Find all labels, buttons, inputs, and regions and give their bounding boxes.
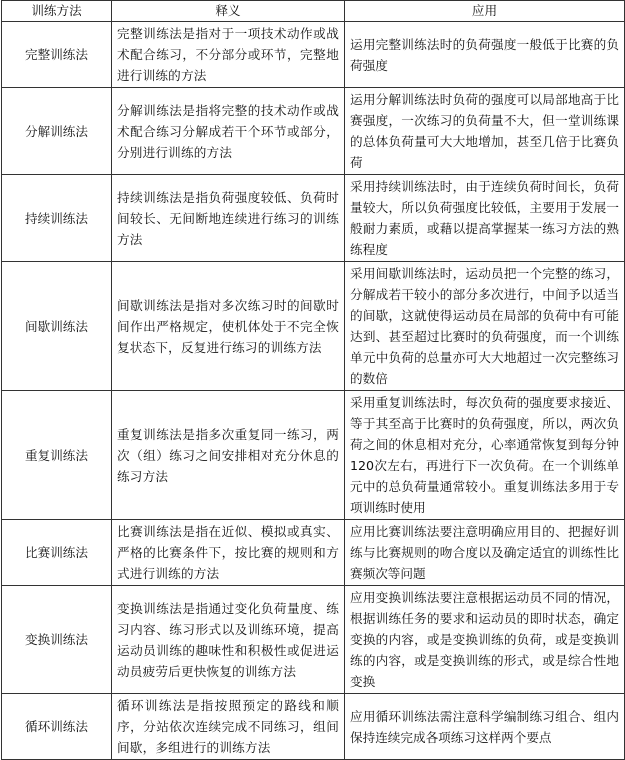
header-application: 应用 — [345, 1, 625, 22]
definition-cell: 变换训练法是指通过变化负荷量度、练习内容、练习形式以及训练环境，提高运动员训练的趣味性和积极性或促进运动员疲劳后更快恢复的训练方法 — [112, 586, 345, 694]
method-cell: 重复训练法 — [2, 391, 112, 520]
table-row — [2, 88, 625, 175]
method-cell: 持续训练法 — [2, 175, 112, 262]
definition-cell: 重复训练法是指多次重复同一练习，两次（组）练习之间安排相对充分休息的练习方法 — [112, 391, 345, 520]
table-row — [2, 520, 625, 586]
application-cell: 应用变换训练法要注意根据运动员不同的情况，根据训练任务的要求和运动员的即时状态，确定变换的内容，或是变换训练的负荷，或是变换训练的内容，或是变换训练的形式，或是综合性地变换 — [345, 586, 625, 694]
application-cell: 采用间歇训练法时，运动员把一个完整的练习，分解成若干较小的部分多次进行，中间予以适当的间歇，这就使得运动员在局部的负荷中有可能达到、甚至超过比赛时的负荷强度，而一个训练单元中负荷的总量亦可大大地超过一次完整练习的数倍 — [345, 262, 625, 391]
method-cell: 比赛训练法 — [2, 520, 112, 586]
header-method: 训练方法 — [2, 1, 112, 22]
table-row — [2, 391, 625, 520]
application-cell: 应用循环训练法需注意科学编制练习组合、组内保持连续完成各项练习这样两个要点 — [345, 694, 625, 760]
definition-cell: 比赛训练法是指在近似、模拟或真实、严格的比赛条件下，按比赛的规则和方式进行训练的方法 — [112, 520, 345, 586]
method-cell: 分解训练法 — [2, 88, 112, 175]
application-cell: 运用完整训练法时的负荷强度一般低于比赛的负荷强度 — [345, 22, 625, 88]
method-cell: 变换训练法 — [2, 586, 112, 694]
application-cell: 应用比赛训练法要注意明确应用目的、把握好训练与比赛规则的吻合度以及确定适宜的训练性比赛频次等问题 — [345, 520, 625, 586]
table-row — [2, 586, 625, 694]
table-row — [2, 175, 625, 262]
definition-cell: 完整训练法是指对于一项技术动作或战术配合练习，不分部分或环节，完整地进行训练的方法 — [112, 22, 345, 88]
definition-cell: 持续训练法是指负荷强度较低、负荷时间较长、无间断地连续进行练习的训练方法 — [112, 175, 345, 262]
application-cell: 采用持续训练法时，由于连续负荷时间长，负荷量较大，所以负荷强度比较低，主要用于发展一般耐力素质，或藉以提高掌握某一练习方法的熟练程度 — [345, 175, 625, 262]
header-row — [2, 1, 625, 22]
table-row — [2, 262, 625, 391]
method-cell: 间歇训练法 — [2, 262, 112, 391]
definition-cell: 循环训练法是指按照预定的路线和顺序，分站依次连续完成不同练习，组间间歇，多组进行的训练方法 — [112, 694, 345, 760]
method-cell: 完整训练法 — [2, 22, 112, 88]
definition-cell: 间歇训练法是指对多次练习时的间歇时间作出严格规定，使机体处于不完全恢复状态下，反复进行练习的训练方法 — [112, 262, 345, 391]
method-cell: 循环训练法 — [2, 694, 112, 760]
table-row — [2, 694, 625, 760]
header-definition: 释义 — [112, 1, 345, 22]
application-cell: 运用分解训练法时负荷的强度可以局部地高于比赛强度，一次练习的负荷量不大，但一堂训练课的总体负荷量可大大地增加，甚至几倍于比赛负荷 — [345, 88, 625, 175]
application-cell: 采用重复训练法时，每次负荷的强度要求接近、等于其至高于比赛时的负荷强度，所以，两次负荷之间的休息相对充分，心率通常恢复到每分钟120次左右，再进行下一次负荷。在一个训练单元中的总负荷量通常较小。重复训练法多用于专项训练时使用 — [345, 391, 625, 520]
definition-cell: 分解训练法是指将完整的技术动作或战术配合练习分解成若干个环节或部分，分别进行训练的方法 — [112, 88, 345, 175]
training-methods-table — [1, 0, 625, 760]
table-row — [2, 22, 625, 88]
